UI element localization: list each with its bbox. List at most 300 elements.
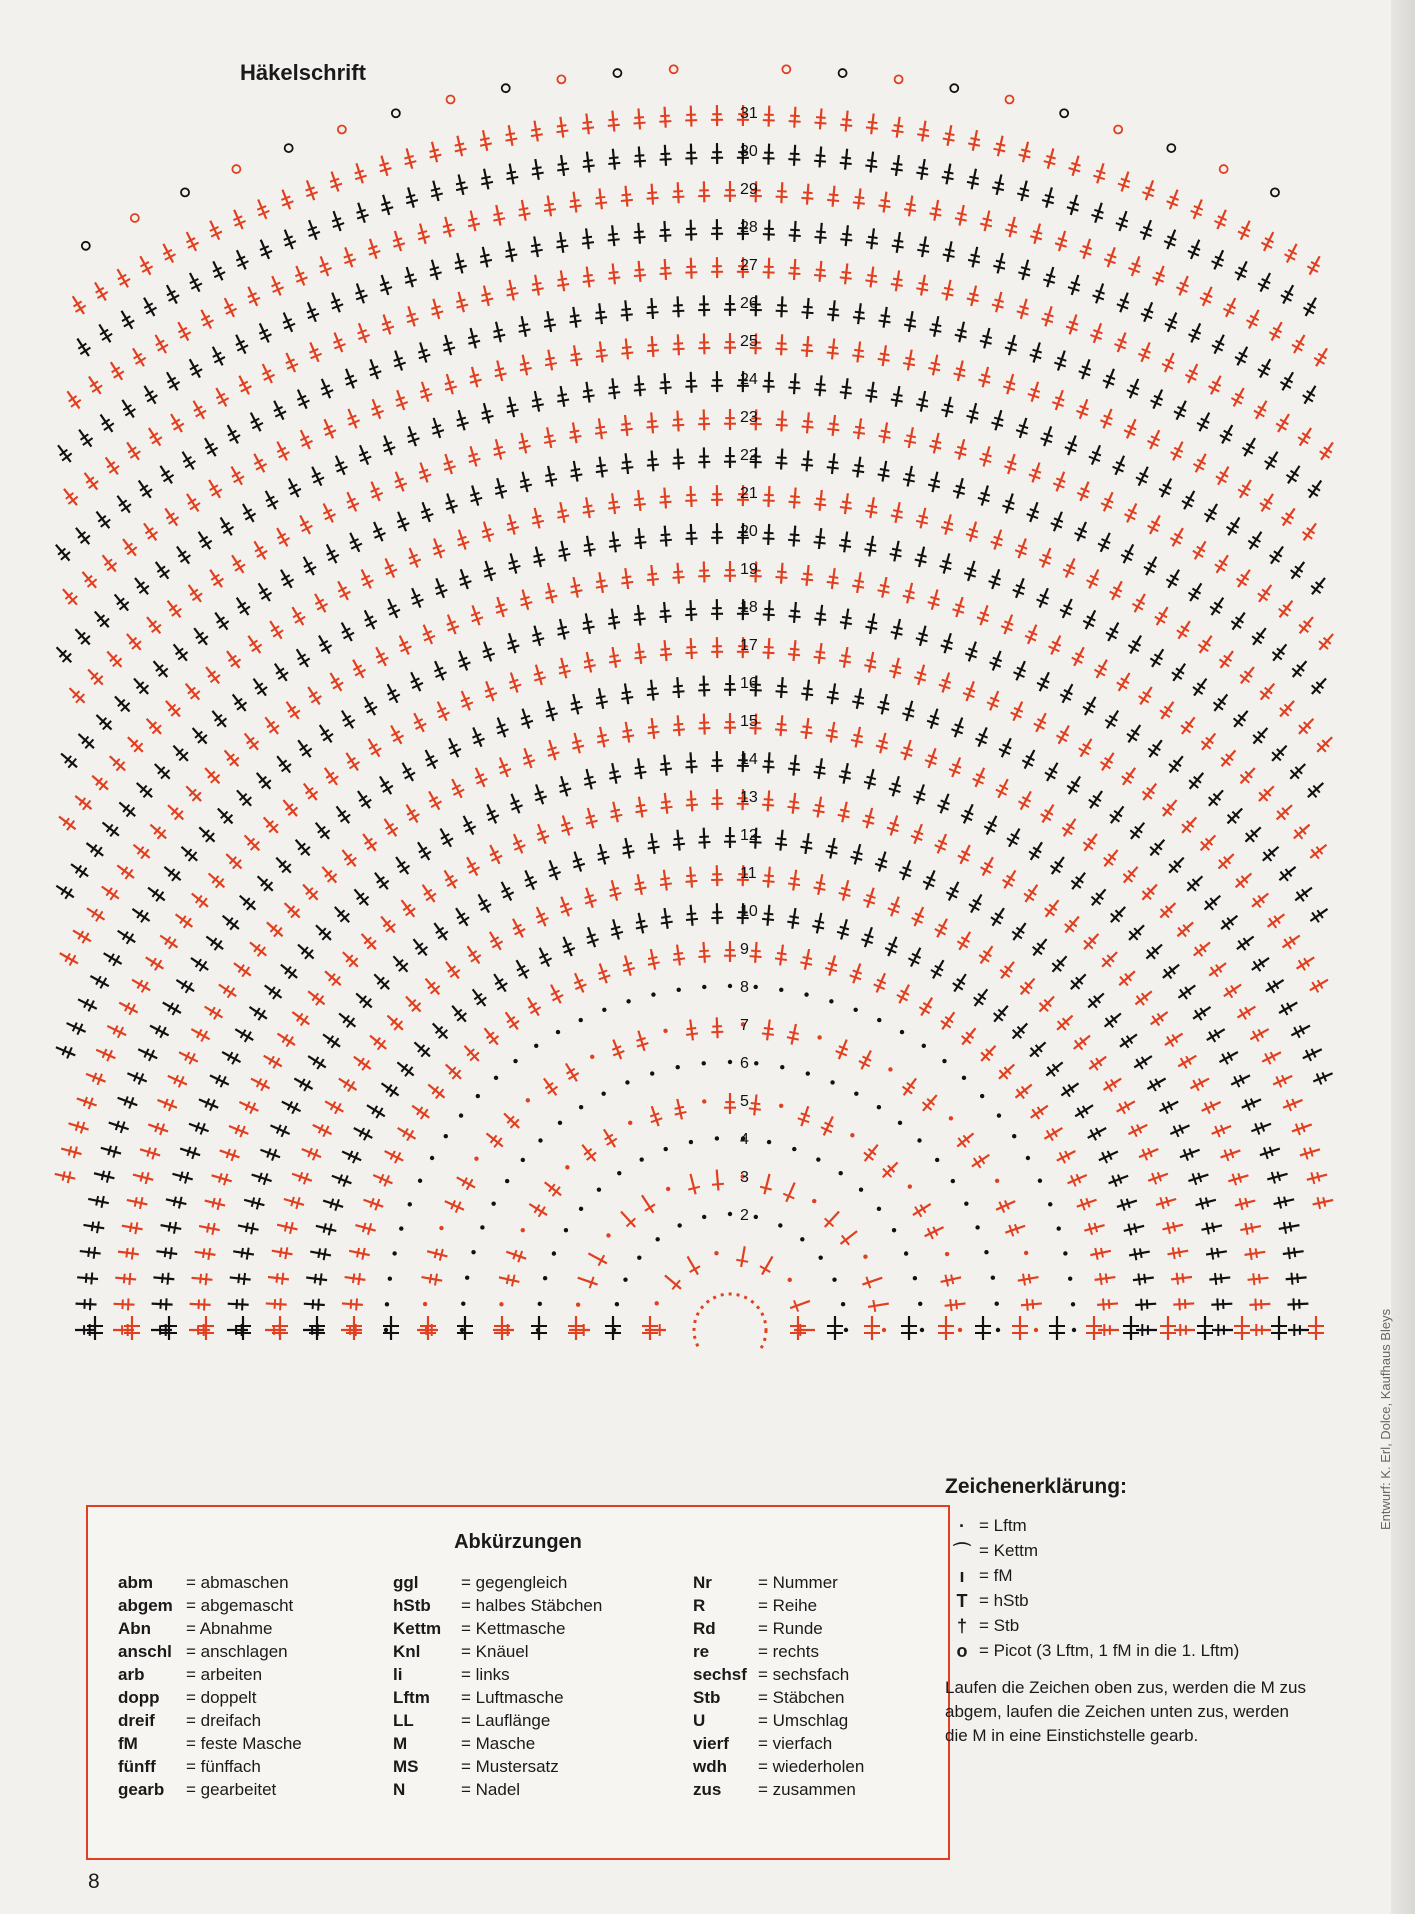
stitch-bar (956, 368, 965, 370)
stitch-bar (261, 593, 271, 599)
stitch-bar (291, 1197, 294, 1206)
stitch-bar (1240, 1198, 1243, 1210)
stitch-bar (532, 404, 544, 406)
stitch-bar (317, 1059, 324, 1069)
chain-stitch-dot (384, 1328, 388, 1332)
stitch-bar (660, 382, 670, 383)
stitch-bar (623, 846, 632, 848)
stitch-bar (607, 1139, 617, 1145)
stitch-bar (840, 125, 852, 126)
stitch-bar (252, 644, 262, 651)
stitch-bar (507, 1017, 515, 1023)
page-edge (1391, 0, 1415, 1914)
stitch-bar (443, 224, 452, 226)
stitch-bar (1178, 1248, 1180, 1257)
chain-stitch-dot (951, 1179, 955, 1183)
legend-label: = fM (979, 1566, 1013, 1585)
stitch-bar (206, 1273, 207, 1285)
stitch-bar (953, 983, 963, 990)
stitch-bar (1245, 1223, 1247, 1235)
chain-stitch-dot (1024, 1251, 1028, 1255)
stitch-bar (584, 777, 593, 779)
stitch-bar (646, 427, 658, 428)
stitch-bar (583, 166, 595, 167)
stitch-bar (1268, 983, 1274, 993)
stitch-bar (763, 500, 775, 501)
stitch-bar (814, 772, 826, 774)
stitch-bar (968, 143, 980, 145)
stitch-stem (496, 322, 501, 342)
stitch-bar (519, 208, 528, 210)
abbreviation-value: = fünffach (186, 1757, 261, 1776)
stitch-bar (1106, 1274, 1107, 1284)
stitch-stem (704, 295, 705, 316)
stitch-bar (957, 447, 966, 449)
stitch-bar (121, 504, 131, 511)
stitch-bar (556, 131, 568, 133)
stitch-stem (599, 572, 603, 593)
row-number-label: 13 (740, 789, 758, 806)
stitch-stem (1167, 1251, 1188, 1255)
legend-item (945, 1615, 1345, 1637)
stitch-bar (854, 465, 863, 466)
stitch-bar (280, 1298, 281, 1310)
stitch-stem (807, 184, 808, 205)
stitch-bar (635, 537, 645, 538)
stitch-bar (879, 436, 891, 438)
chain-stitch-dot (543, 1276, 547, 1280)
stitch-bar (357, 210, 366, 213)
stitch-bar (867, 275, 877, 276)
stitch-bar (104, 423, 114, 430)
chain-stitch-dot (459, 1113, 463, 1117)
stitch-bar (842, 502, 852, 503)
stitch-bar (1166, 1197, 1169, 1206)
stitch-stem (845, 493, 848, 514)
stitch-bar (63, 1171, 65, 1180)
stitch-bar (1101, 762, 1111, 769)
stitch-bar (430, 1274, 432, 1283)
stitch-bar (519, 441, 528, 443)
stitch-bar (865, 280, 877, 282)
stitch-bar (647, 579, 659, 580)
stitch-bar (544, 435, 553, 437)
stitch-stem (586, 228, 589, 249)
stitch-bar (238, 1274, 239, 1284)
stitch-stem (909, 427, 913, 448)
stitch-bar (840, 622, 852, 624)
row-number-label: 11 (740, 865, 757, 882)
stitch-bar (1245, 1198, 1247, 1207)
stitch-stem (769, 106, 770, 127)
abbreviation-row (393, 1709, 602, 1732)
stitch-stem (459, 174, 464, 194)
stitch-bar (865, 166, 877, 167)
stitch-bar (583, 390, 592, 391)
stitch-bar (918, 167, 927, 169)
abbreviation-row (393, 1663, 602, 1686)
chain-stitch-dot (602, 1008, 606, 1012)
stitch-bar (763, 881, 775, 882)
stitch-stem (764, 1174, 769, 1194)
chain-stitch-dot (958, 1328, 962, 1332)
abbreviation-value: = Knäuel (461, 1642, 529, 1661)
stitch-bar (854, 696, 863, 698)
stitch-bar (611, 815, 623, 818)
chain-stitch-dot (526, 1098, 530, 1102)
stitch-stem (790, 1301, 810, 1308)
row-number-label: 5 (740, 1093, 749, 1110)
chain-stitch-dot (818, 1255, 822, 1259)
stitch-bar (636, 926, 648, 929)
chain-stitch-dot (1057, 1226, 1061, 1230)
stitch-bar (97, 1221, 99, 1233)
picot-icon (82, 242, 90, 250)
stitch-bar (763, 614, 775, 615)
chain-stitch-dot (465, 1276, 469, 1280)
stitch-bar (124, 320, 134, 326)
stitch-bar (648, 726, 658, 727)
stitch-bar (519, 329, 531, 331)
stitch-bar (816, 613, 826, 614)
stitch-bar (443, 342, 452, 345)
stitch-bar (749, 1108, 761, 1109)
stitch-bar (531, 134, 543, 136)
stitch-stem (871, 113, 873, 134)
stitch-bar (1211, 967, 1218, 977)
stitch-stem (1313, 1200, 1334, 1204)
stitch-bar (361, 800, 371, 807)
chain-stitch-dot (513, 1059, 517, 1063)
stitch-stem (807, 336, 809, 357)
stitch-stem (793, 793, 796, 814)
stitch-stem (1211, 1304, 1232, 1305)
stitch-stem (768, 524, 769, 545)
chain-stitch-dot (904, 1251, 908, 1255)
stitch-bar (865, 816, 874, 819)
stitch-stem (156, 1251, 177, 1254)
stitch-bar (544, 209, 556, 211)
stitch-bar (1071, 163, 1080, 166)
stitch-bar (840, 392, 852, 393)
stitch-bar (1217, 1248, 1219, 1257)
abbreviation-key: MS (393, 1757, 419, 1776)
stitch-stem (781, 182, 782, 203)
stitch-bar (252, 1198, 254, 1207)
stitch-bar (803, 459, 813, 460)
picot-icon (895, 75, 903, 83)
stitch-stem (883, 422, 887, 443)
stitch-stem (870, 613, 874, 634)
row-number-label: 30 (740, 143, 758, 160)
chain-stitch-dot (444, 1134, 448, 1138)
stitch-bar (829, 423, 839, 424)
stitch-bar (996, 144, 1005, 146)
abbreviations-title: Abkürzungen (454, 1531, 582, 1553)
stitch-stem (1286, 1277, 1307, 1279)
stitch-bar (932, 324, 941, 326)
stitch-bar (477, 997, 487, 1004)
stitch-bar (482, 529, 491, 532)
chain-stitch-dot (677, 1223, 681, 1227)
stitch-bar (532, 173, 544, 175)
stitch-stem (846, 111, 848, 132)
stitch-bar (137, 910, 143, 918)
abbreviation-row (693, 1571, 864, 1594)
row-number-label: 2 (740, 1207, 749, 1224)
stitch-bar (957, 213, 966, 215)
stitch-bar (407, 314, 416, 317)
stitch-bar (520, 485, 532, 488)
stitch-bar (147, 395, 157, 401)
chain-stitch-dot (626, 999, 630, 1003)
stitch-bar (559, 554, 571, 557)
abbreviation-key: abm (118, 1573, 153, 1592)
stitch-bar (892, 666, 901, 668)
stitch-bar (531, 250, 543, 252)
stitch-bar (519, 324, 528, 326)
chain-stitch-dot (418, 1179, 422, 1183)
stitch-bar (828, 846, 837, 848)
stitch-bar (621, 582, 633, 584)
stitch-bar (1293, 1298, 1294, 1310)
stitch-stem (678, 449, 679, 470)
crochet-chart (0, 60, 1390, 1350)
stitch-bar (673, 729, 685, 730)
stitch-bar (659, 616, 671, 617)
stitch-bar (868, 122, 878, 123)
stitch-stem (897, 117, 900, 138)
stitch-bar (1303, 395, 1313, 401)
stitch-bar (571, 474, 583, 476)
stitch-stem (612, 225, 614, 246)
stitch-bar (459, 917, 469, 924)
stitch-bar (969, 177, 978, 179)
chain-stitch-dot (702, 1215, 706, 1219)
chain-stitch-dot (829, 999, 833, 1003)
stitch-bar (404, 156, 413, 159)
stitch-bar (290, 1222, 293, 1234)
stitch-bar (673, 457, 683, 458)
chain-stitch-dot (850, 1133, 854, 1137)
stitch-bar (790, 649, 800, 650)
stitch-bar (762, 919, 774, 920)
abbreviation-value: = Stäbchen (758, 1688, 845, 1707)
stitch-bar (981, 375, 990, 377)
stitch-bar (996, 261, 1005, 263)
abbreviation-value: = Kettmasche (461, 1619, 566, 1638)
stitch-stem (586, 497, 590, 518)
row-number-label: 12 (740, 827, 758, 844)
stitch-bar (1284, 1222, 1286, 1234)
stitch-bar (906, 435, 915, 437)
stitch-bar (420, 389, 429, 392)
abbreviation-row (393, 1571, 602, 1594)
stitch-bar (893, 627, 902, 629)
picot-icon (1220, 165, 1228, 173)
abbreviation-key: ggl (393, 1573, 419, 1592)
stitch-bar (1105, 720, 1115, 726)
stitch-bar (244, 1273, 245, 1285)
chain-stitch-dot (639, 1157, 643, 1161)
stitch-stem (677, 677, 679, 698)
stitch-bar (890, 823, 899, 826)
stitch-bar (634, 389, 646, 390)
stitch-bar (1173, 1222, 1175, 1231)
stitch-bar (160, 570, 170, 577)
stitch-bar (889, 671, 901, 674)
stitch-bar (878, 859, 887, 862)
stitch-bar (507, 172, 516, 174)
stitch-stem (651, 949, 655, 970)
stitch-bar (969, 411, 978, 413)
stitch-bar (917, 672, 926, 675)
stitch-bar (179, 1197, 182, 1209)
stitch-bar (1265, 461, 1275, 467)
abbreviation-row (393, 1732, 602, 1755)
stitch-bar (903, 363, 915, 365)
stitch-bar (1198, 644, 1208, 651)
stitch-bar (982, 454, 991, 457)
stitch-bar (951, 1275, 953, 1284)
stitch-stem (781, 715, 783, 736)
stitch-bar (148, 532, 158, 539)
chain-stitch-dot (491, 1201, 495, 1205)
stitch-bar (892, 783, 901, 786)
stitch-bar (470, 375, 479, 377)
stitch-bar (801, 732, 813, 734)
stitch-stem (691, 524, 692, 545)
stitch-stem (819, 528, 821, 549)
stitch-bar (868, 505, 877, 507)
row-number-label: 7 (740, 1017, 749, 1034)
stitch-bar (866, 127, 878, 128)
stitch-stem (199, 1226, 220, 1230)
legend-label: = Stb (979, 1616, 1020, 1635)
legend-item (945, 1640, 1345, 1662)
stitch-stem (152, 1304, 173, 1305)
stitch-bar (1122, 1038, 1129, 1048)
stitch-bar (802, 726, 812, 727)
stitch-bar (1180, 989, 1187, 999)
stitch-bar (635, 887, 647, 889)
stitch-stem (868, 1304, 889, 1307)
stitch-bar (406, 908, 416, 915)
stitch-bar (584, 549, 596, 551)
stitch-bar (1006, 381, 1015, 384)
stitch-bar (596, 312, 606, 313)
stitch-stem (941, 1277, 961, 1282)
stitch-bar (1215, 564, 1225, 570)
stitch-bar (609, 502, 619, 503)
stitch-bar (186, 983, 192, 993)
stitch-bar (1226, 988, 1233, 998)
stitch-bar (854, 350, 864, 351)
stitch-bar (686, 538, 698, 539)
chain-stitch-dot (728, 1060, 732, 1064)
chain-stitch-dot (534, 1044, 538, 1048)
stitch-bar (623, 963, 632, 966)
chain-stitch-dot (778, 1223, 782, 1227)
stitch-bar (241, 1248, 243, 1257)
stitch-bar (788, 769, 800, 770)
stitch-bar (1003, 880, 1013, 886)
stitch-stem (691, 258, 692, 279)
stitch-stem (678, 715, 680, 736)
stitch-stem (884, 307, 887, 328)
stitch-bar (1148, 748, 1158, 755)
stitch-bar (853, 432, 865, 434)
chain-stitch-dot (1048, 1202, 1052, 1206)
stitch-bar (532, 633, 541, 636)
stitch-stem (574, 345, 577, 366)
stitch-stem (76, 1304, 97, 1305)
stitch-bar (1033, 350, 1042, 353)
stitch-bar (1288, 1247, 1290, 1259)
stitch-bar (880, 200, 890, 201)
stitch-bar (636, 1038, 645, 1041)
stitch-bar (841, 888, 850, 890)
stitch-bar (854, 580, 863, 582)
stitch-bar (609, 888, 618, 890)
stitch-bar (400, 866, 410, 873)
stitch-bar (363, 1223, 366, 1232)
stitch-stem (844, 763, 848, 784)
stitch-bar (660, 540, 672, 541)
stitch-bar (1012, 931, 1022, 938)
abbreviation-value: = vierfach (758, 1734, 833, 1753)
legend-item (945, 1540, 1345, 1562)
stitch-bar (242, 1298, 243, 1310)
stitch-stem (921, 391, 925, 412)
stitch-bar (609, 157, 619, 158)
stitch-bar (331, 1038, 338, 1048)
stitch-bar (916, 173, 928, 175)
stitch-bar (827, 200, 839, 201)
stitch-stem (832, 453, 834, 474)
stitch-bar (622, 462, 632, 463)
stitch-bar (1046, 156, 1055, 159)
stitch-bar (519, 213, 531, 215)
stitch-bar (315, 1274, 316, 1284)
legend-label: = Kettm (979, 1541, 1039, 1560)
stitch-bar (787, 807, 799, 808)
abbreviation-value: = Abnahme (186, 1619, 273, 1638)
stitch-bar (1021, 149, 1030, 151)
abbreviation-key: hStb (393, 1596, 431, 1615)
chain-stitch-dot (942, 1059, 946, 1063)
stitch-bar (916, 288, 928, 290)
abbreviation-value: = dreifach (186, 1711, 262, 1730)
stitch-stem (806, 680, 809, 701)
abbreviation-row (693, 1617, 864, 1640)
stitch-bar (841, 157, 851, 158)
stitch-bar (711, 1032, 723, 1033)
stitch-bar (559, 671, 571, 674)
stitch-bar (660, 878, 670, 879)
stitch-bar (190, 503, 200, 510)
chain-stitch-dot (892, 1228, 896, 1232)
stitch-bar (660, 159, 672, 160)
stitch-bar (1221, 1274, 1222, 1284)
stitch-bar (246, 1223, 248, 1232)
stitch-stem (638, 375, 640, 396)
stitch-stem (895, 619, 900, 639)
abbreviation-value: = gegengleich (461, 1573, 568, 1592)
abbreviation-row (693, 1594, 864, 1617)
stitch-stem (626, 453, 628, 474)
chain-stitch-dot (601, 1091, 605, 1095)
